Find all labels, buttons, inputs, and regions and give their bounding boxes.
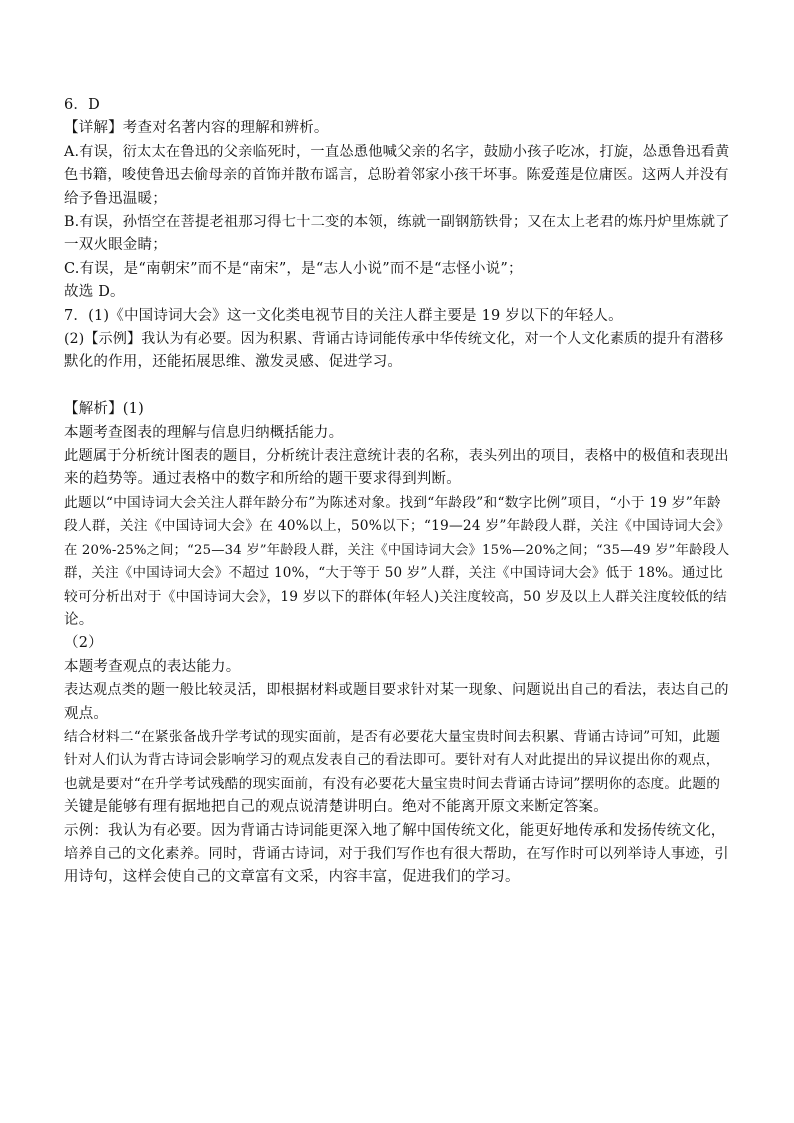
text-line: 【解析】(1) (64, 401, 144, 418)
text-line: 关键是能够有理有据地把自己的观点说清楚讲明白。绝对不能离开原文来断定答案。 (64, 799, 608, 816)
document-page (64, 94, 730, 890)
text-line: 故选 D。 (64, 284, 125, 301)
text-line: 表达观点类的题一般比较灵活，即根据材料或题目要求针对某一现象、问题说出自己的看法，表达自己的 (64, 682, 729, 699)
text-line: 示例：我认为有必要。因为背诵古诗词能更深入地了解中国传统文化，能更好地传承和发扬传统文化， (64, 822, 726, 839)
text-line: 默化的作用，还能拓展思维、激发灵感、促进学习。 (64, 354, 403, 371)
text-line: 本题考查图表的理解与信息归纳概括能力。 (64, 424, 344, 441)
text-line: 观点。 (64, 705, 109, 722)
text-line: 在 20%-25%之间；“25—34 岁”年龄段人群，关注《中国诗词大会》15%—20%之间；“35—49 岁”年龄段人 (64, 542, 730, 558)
text-line: A.有误，衍太太在鲁迅的父亲临死时，一直怂恿他喊父亲的名字，鼓励小孩子吃冰，打旋，怂恿鲁迅看黄 (64, 143, 730, 160)
text-line: 【详解】考查对名著内容的理解和辨析。 (64, 120, 329, 137)
text-line: 段人群，关注《中国诗词大会》在 40%以上，50%以下；“19—24 岁”年龄段人群，关注《中国诗词大会》 (64, 518, 730, 535)
text-line: 用诗句，这样会使自己的文章富有文采，内容丰富，促进我们的学习。 (64, 869, 520, 886)
text-line: 一双火眼金睛； (64, 237, 167, 254)
text-line: 论。 (64, 611, 94, 628)
text-line: (2)【示例】我认为有必要。因为积累、背诵古诗词能传承中华传统文化，对一个人文化素质的提升有潜移 (64, 331, 724, 348)
text-line: 此题以“中国诗词大会关注人群年龄分布”为陈述对象。找到“年龄段”和“数字比例”项目，“小于 19 岁”年龄 (64, 494, 721, 511)
text-line: 群，关注《中国诗词大会》不超过 10%，“大于等于 50 岁”人群，关注《中国诗词大会》低于 18%。通过比 (64, 565, 723, 582)
text-line: B.有误，孙悟空在菩提老祖那习得七十二变的本领，练就一副钢筋铁骨；又在太上老君的炼丹炉里炼就了 (64, 214, 730, 231)
text-line: 较可分析出对于《中国诗词大会》，19 岁以下的群体(年轻人)关注度较高，50 岁及以上人群关注度较低的结 (64, 588, 727, 605)
text-line: （2） (64, 635, 103, 652)
text-line: 也就是要对“在升学考试残酷的现实面前，有没有必要花大量宝贵时间去背诵古诗词”摆明你的态度。此题的 (64, 775, 721, 792)
text-line: 7．(1)《中国诗词大会》这一文化类电视节目的关注人群主要是 19 岁以下的年轻人。 (64, 307, 623, 324)
text-line: 针对人们认为背古诗词会影响学习的观点发表自己的看法即可。要针对有人对此提出的异议提出你的观点， (64, 752, 720, 769)
text-line: 色书籍，唆使鲁迅去偷母亲的首饰并散布谣言，总盼着邻家小孩干坏事。陈爱莲是位庸医。这两人并没有 (64, 167, 729, 184)
text-line: 给予鲁迅温暖； (64, 190, 167, 207)
text-line: 6．D (64, 97, 100, 113)
text-line: 来的趋势等。通过表格中的数字和所给的题干要求得到判断。 (64, 471, 461, 488)
text-line: C.有误，是“南朝宋”而不是“南宋”，是“志人小说”而不是“志怪小说”； (64, 260, 523, 277)
blank-line (64, 375, 730, 398)
text-line: 本题考查观点的表达能力。 (64, 658, 241, 675)
text-line: 培养自己的文化素养。同时，背诵古诗词，对于我们写作也有很大帮助，在写作时可以列举诗人事迹，引 (64, 845, 729, 862)
text-line: 此题属于分析统计图表的题目，分析统计表注意统计表的名称，表头列出的项目，表格中的极值和表现出 (64, 448, 729, 465)
text-line: 结合材料二“在紧张备战升学考试的现实面前，是否有必要花大量宝贵时间去积累、背诵古诗词”可知，此题 (64, 728, 721, 745)
